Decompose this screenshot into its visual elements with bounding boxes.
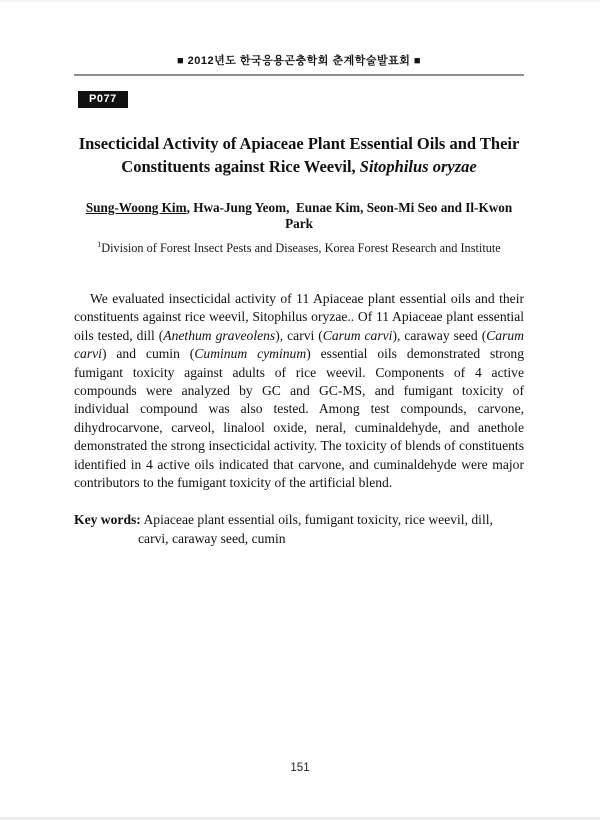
affiliation-line xyxy=(74,241,524,256)
paper-title: Insecticidal Activity of Apiaceae Plant Essential Oils and Their Constituents against Rice Weevil, Sitophilus oryzae xyxy=(78,134,520,176)
page-number: 151 xyxy=(290,762,310,774)
affiliation-superscript: 1 xyxy=(97,239,102,249)
keywords-label: Key words: xyxy=(74,512,141,528)
keywords-block xyxy=(74,510,524,548)
keywords-text: Apiaceae plant essential oils, fumigant toxicity, rice weevil, dill, carvi, caraway seed, cumin xyxy=(138,512,493,547)
affiliation-text: Division of Forest Insect Pests and Diseases, Korea Forest Research and Institute xyxy=(101,241,501,255)
paper-id-badge: P077 xyxy=(78,91,128,108)
authors-line: Sung-Woong Kim, Hwa-Jung Yeom, Eunae Kim, Seon-Mi Seo and Il-Kwon Park xyxy=(85,200,516,231)
abstract-text: We evaluated insecticidal activity of 11 Apiaceae plant essential oils and their constituents against rice weevil, Sitophilus oryzae.. Of 11 Apiaceae plant essential oils tested, dill (Anethum graveolens), carvi (Carum carvi), caraway seed (Carum carvi) and cumin (Cuminum cyminum) essential oils demonstrated strong fumigant toxicity against adults of rice weevil. Components of 4 active compounds were analyzed by GC and GC-MS, and fumigant toxicity of individual compound was also tested. Among test compounds, carvone, dihydrocarvone, carveol, linalool oxide, neral, cuminaldehyde, and anethole demonstrated the strong insecticidal activity. The toxicity of blends of constituents identified in 4 active oils indicated that carvone, and cuminaldehyde were major contributors to the fumigant toxicity of the artificial blend. xyxy=(74,291,525,491)
paper-page xyxy=(74,0,524,548)
conference-running-header: ■ 2012년도 한국응용곤충학회 춘계학술발표회 ■ xyxy=(176,55,422,67)
